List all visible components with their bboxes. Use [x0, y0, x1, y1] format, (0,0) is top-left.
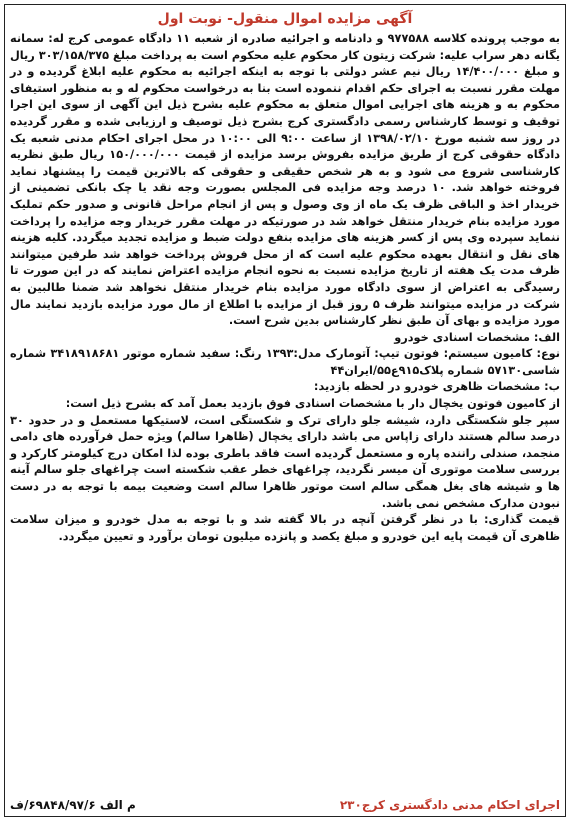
notice-title: آگهی مزایده اموال منقول- نوبت اول	[157, 11, 413, 27]
issuer-signature	[340, 797, 560, 813]
vehicle-condition: سپر جلو شکستگی دارد، شیشه جلو دارای ترک و شکستگی است، لاستیکها مستعمل و در حدود ۳۰ درصد سالم هستند دارای زاپاس می باشد دارای یخچال (ظاهرا سالم) ویژه حمل فرآورده های دامی منجمد، صندلی راننده پاره و مستعمل گردیده است فاقد باطری بوده لذا امکان درج کیلومتر کارکرد و بررسی سلامت موتوری آن میسر نگردید، چراغهای خطر عقب شکسته است چراغهای جلو سالم آینه ها و شیشه های بغل همگی سالم است موتور ظاهرا سالم است وضعیت بیمه با توجه به در دست نبودن مدارک مشخص نمی باشد.	[10, 413, 560, 510]
reference-code: م الف ۶۹۸۴۸/۹۷/۶/ف	[10, 798, 136, 812]
issuer-name: اجرای احکام مدنی دادگستری کرج	[361, 798, 560, 812]
inspection-intro: از کامیون فوتون یخچال دار با مشخصات اسنادی فوق بازدید بعمل آمد که بشرح ذیل است:	[65, 397, 560, 411]
section-a-heading: الف: مشخصات اسنادی خودرو	[394, 330, 560, 344]
issuer-number: ۲۳۰	[339, 798, 362, 812]
notice-border	[4, 4, 566, 817]
intro-paragraph: به موجب پرونده کلاسه ۹۷۷۵۸۸ و دادنامه و اجرائیه صادره از شعبه ۱۱ دادگاه عمومی کرج له: سمانه یگانه دهر سراب علیه: شرکت زیتون کار محکوم علیه محکوم است به پرداخت مبلغ ۳۰۳/۱۵۸/۳۷۵ ریال و مبلغ ۱۴/۴۰۰/۰۰۰ ریال نیم عشر دولتی با توجه به اینکه اجرائیه به محکوم علیه ابلاغ گردیده و در مهلت مقرر نسبت به اجرای حکم اقدام ننموده است بنا به درخواست محکوم له و به منظور استیفای محکوم به و هزینه های اجرایی اموال متعلق به محکوم علیه بشرح ذیل این آگهی از سوی این اجرا توقیف و توسط کارشناس رسمی دادگستری کرج بشرح ذیل توصیف و ارزیابی شده و مقرر گردیده در روز سه شنبه مورخ ۱۳۹۸/۰۲/۱۰ از ساعت ۹:۰۰ الی ۱۰:۰۰ در محل اجرای احکام مدنی شعبه یک دادگاه حقوقی کرج از طریق مزایده بفروش برسد مزایده از قیمت ۱۵۰/۰۰۰/۰۰۰ ریال طبق نظریه کارشناسی شروع می شود و به هر شخص حقیقی و حقوقی که بالاترین قیمت را پیشنهاد نماید فروخته خواهد شد. ۱۰ درصد وجه مزایده فی المجلس بصورت وجه نقد یا چک بانکی تضمینی از خریدار اخذ و الباقی ظرف یک ماه از وی وصول و پس از انجام مراحل قانونی و صدور حکم تملیک مورد مزایده بنام خریدار منتقل خواهد شد در صورتیکه در مهلت مقرر خریدار وجه مزایده را پرداخت ننماید سپرده وی پس از کسر هزینه های مزایده بنفع دولت ضبط و مزایده تجدید میگردد. کلیه هزینه های نقل و انتقال بعهده محکوم علیه است که از محل فروش پرداخت خواهد شد طرفین میتوانند ظرف مدت یک هفته از تاریخ مزایده نسبت به نحوه انجام مزایده اعتراض نمایند که در این صورت تا رسیدگی به اعتراض از سوی دادگاه مورد مزایده بنام خریدار منتقل نخواهد شد ضمنا طالبین به شرکت در مزایده میتوانند ظرف ۵ روز قبل از مزایده با اطلاع از مال مورد مزایده بازدید نمایند مال مورد مزایده و بهای آن طبق نظر کارشناس بدین شرح است.	[10, 32, 561, 328]
section-b-heading: ب: مشخصات ظاهری خودرو در لحظه بازدید:	[313, 380, 560, 394]
pricing-paragraph: قیمت گذاری: با در نظر گرفتن آنچه در بالا گفته شد و با توجه به مدل خودرو و میزان سلامت ظاهری آن قیمت پایه این خودرو و مبلغ یکصد و پانزده میلیون تومان برآورد و تعیین میگردد.	[10, 513, 560, 543]
notice-footer	[10, 797, 560, 813]
vehicle-document-specs: نوع: کامیون سیستم: فوتون تیپ: آتومارک مدل:۱۳۹۳ رنگ: سفید شماره موتور ۳۴۱۸۹۱۸۶۸۱ شماره شاسی۵۷۱۳۰ شماره پلاک۹۱۵ع۵۵/ایران۴۴	[10, 347, 561, 377]
